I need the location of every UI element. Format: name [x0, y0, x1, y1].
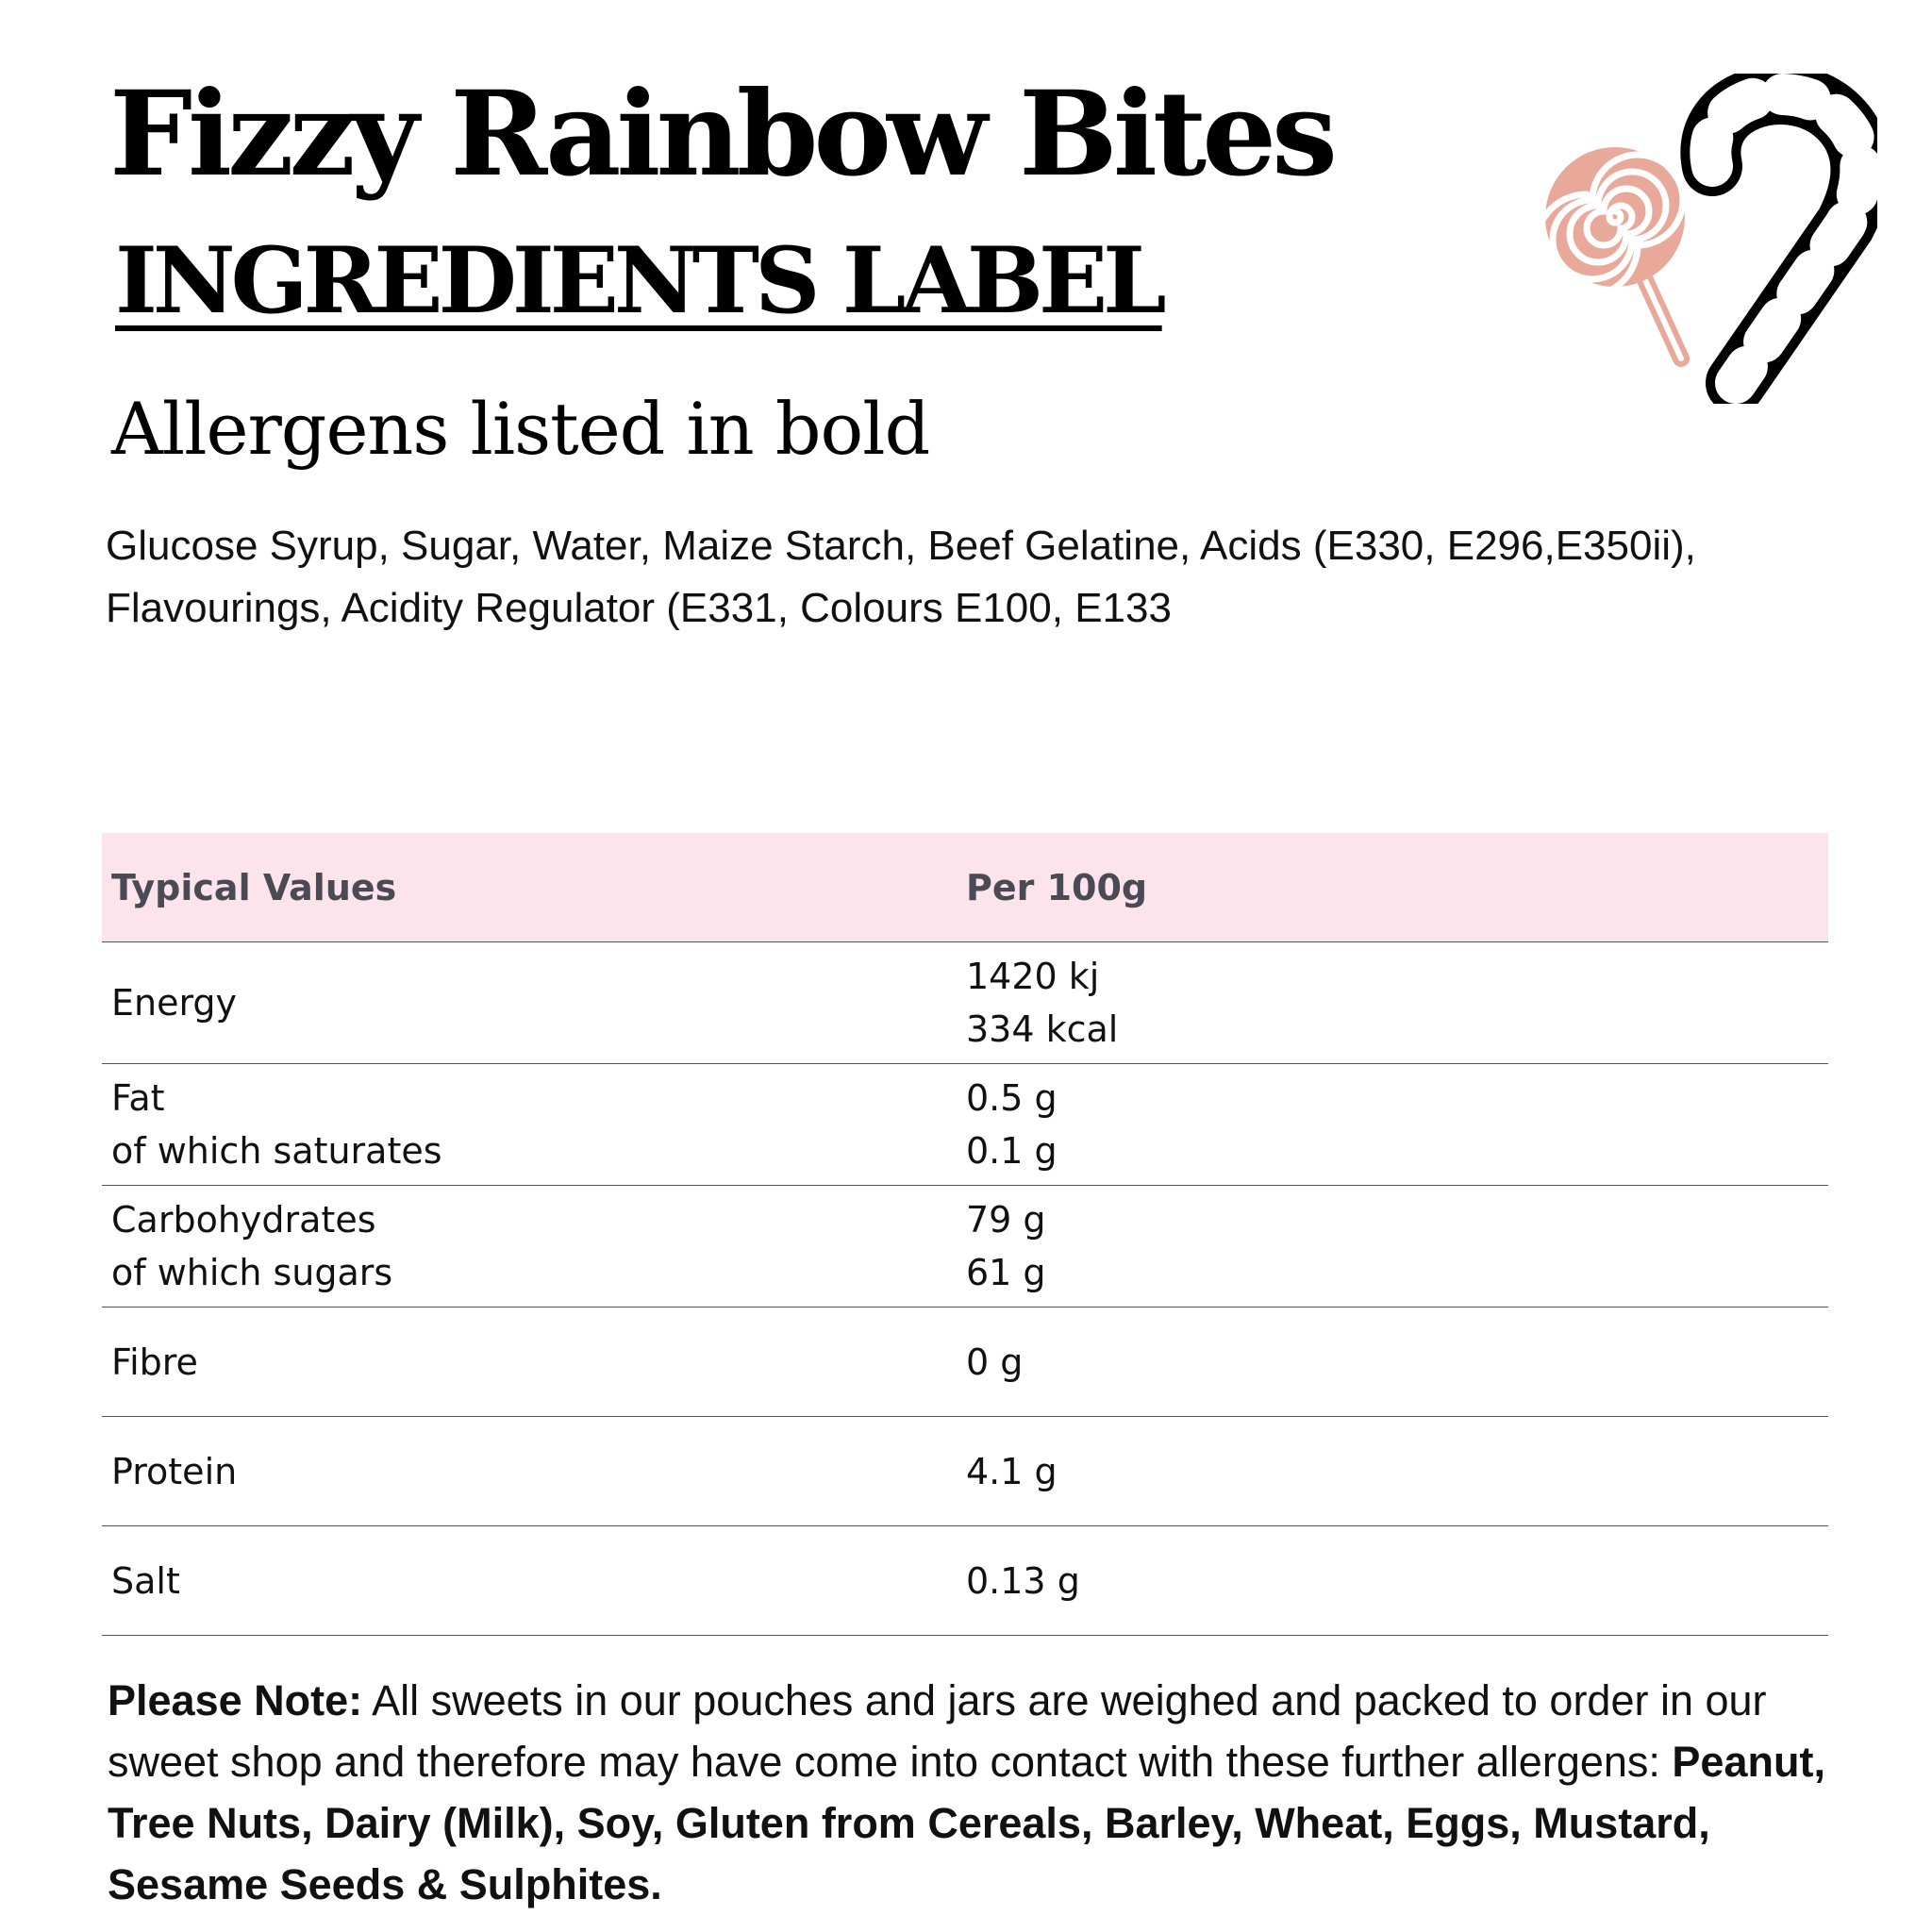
- nutrition-row-protein: [102, 1417, 1828, 1526]
- row-label: Energy: [111, 982, 238, 1024]
- nutrition-table: [102, 833, 1828, 1636]
- row-value: 0.13 g: [966, 1559, 1080, 1602]
- nutrition-header-row: [102, 833, 1828, 942]
- row-label: Carbohydrates: [111, 1199, 376, 1241]
- nutrition-row-fibre: [102, 1307, 1828, 1417]
- ingredients-list: Glucose Syrup, Sugar, Water, Maize Starch, Beef Gelatine, Acids (E330, E296,E350ii), Flavourings, Acidity Regulator (E331, Colours E100, E133: [106, 523, 1696, 631]
- nutrition-row-carbohydrates: [102, 1186, 1828, 1307]
- footnote-allergens: Peanut, Tree Nuts, Dairy (Milk), Soy, Gluten from Cereals, Barley, Wheat, Eggs, Mustard, Sesame Seeds & Sulphites.: [108, 1738, 1825, 1908]
- row-value: 0 g: [966, 1341, 1024, 1383]
- row-value: 0.5 g: [966, 1077, 1058, 1119]
- row-sublabel: of which sugars: [111, 1252, 393, 1293]
- row-value: 1420 kj: [966, 956, 1100, 997]
- allergen-footnote: [108, 1670, 1862, 1915]
- row-value: 4.1 g: [966, 1450, 1058, 1492]
- product-title: Fizzy Rainbow Bites: [109, 66, 1333, 203]
- footnote-lead: Please Note:: [108, 1676, 363, 1724]
- row-value: 334 kcal: [966, 1008, 1119, 1050]
- header-typical-values: Typical Values: [111, 866, 397, 908]
- row-label: Fat: [111, 1077, 165, 1119]
- candy-cane-icon: [1710, 94, 1860, 383]
- allergen-note: Allergens listed in bold: [111, 387, 930, 471]
- row-sublabel: of which saturates: [111, 1130, 442, 1172]
- row-value: 0.1 g: [966, 1130, 1058, 1172]
- nutrition-row-energy: [102, 942, 1828, 1064]
- row-label: Fibre: [111, 1341, 198, 1383]
- nutrition-row-fat: [102, 1064, 1828, 1186]
- header-per-100g: Per 100g: [966, 866, 1148, 908]
- sweets-illustration: [1538, 74, 1877, 404]
- row-label: Salt: [111, 1559, 180, 1602]
- footnote-body: All sweets in our pouches and jars are weighed and packed to order in our sweet shop and therefore may have come into contact with these further allergens:: [108, 1676, 1767, 1786]
- lollipop-icon: [1538, 147, 1685, 358]
- row-value: 61 g: [966, 1252, 1046, 1293]
- row-label: Protein: [111, 1450, 238, 1492]
- nutrition-row-salt: [102, 1526, 1828, 1636]
- label-heading: INGREDIENTS LABEL: [115, 227, 1162, 334]
- row-value: 79 g: [966, 1199, 1046, 1241]
